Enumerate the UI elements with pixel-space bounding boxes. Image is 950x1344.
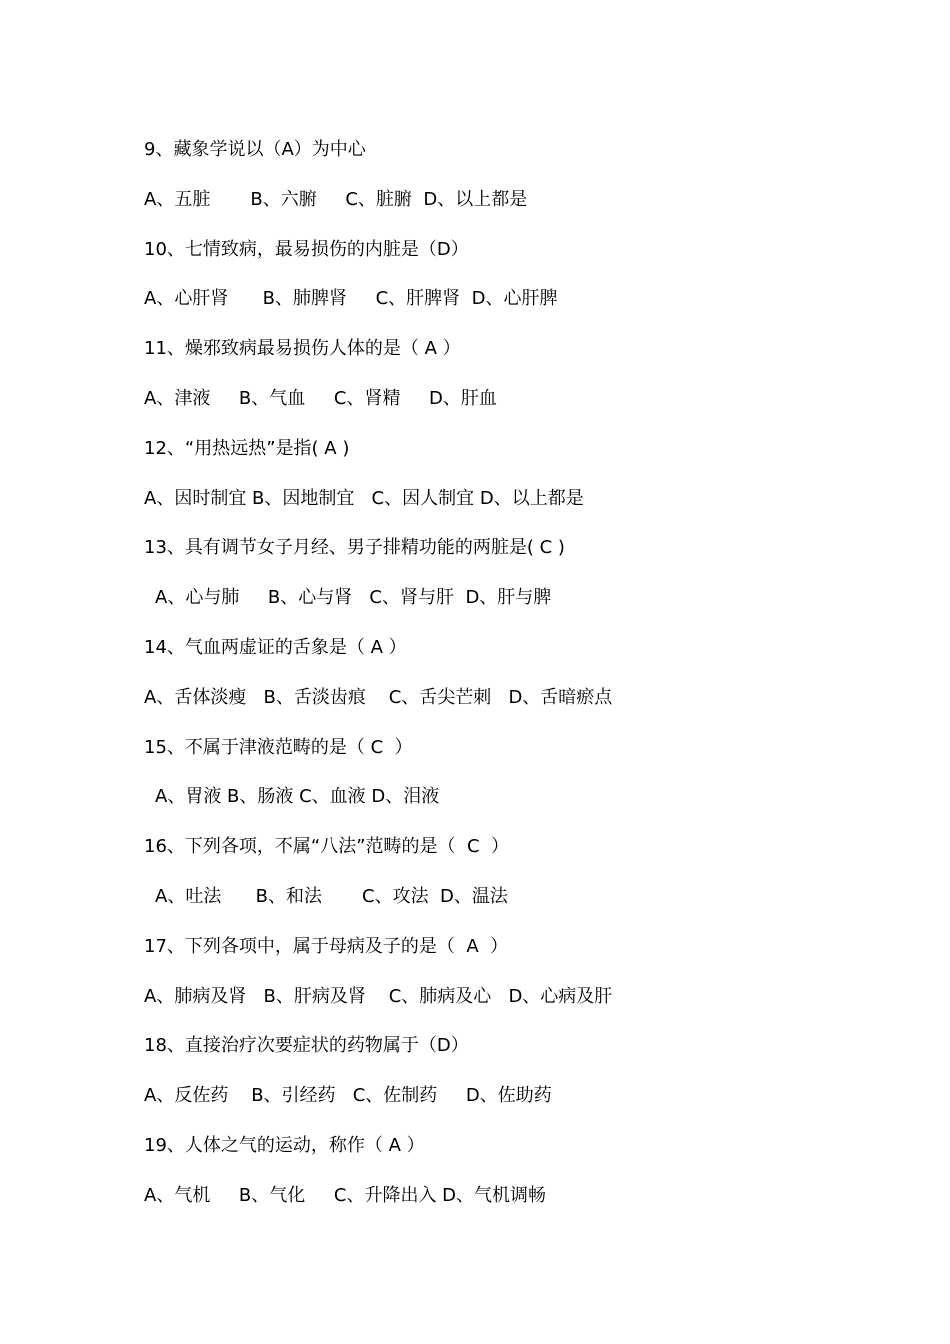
options-19: A、气机 B、气化 C、升降出入 D、气机调畅 (144, 1184, 547, 1206)
options-14: A、舌体淡瘦 B、舌淡齿痕 C、舌尖芒刺 D、舌暗瘀点 (144, 686, 613, 708)
question-15: 15、不属于津液范畴的是（ C ） (144, 736, 413, 758)
question-12: 12、“用热远热”是指( A ) (144, 437, 350, 459)
options-17: A、肺病及肾 B、肝病及肾 C、肺病及心 D、心病及肝 (144, 985, 613, 1007)
options-9: A、五脏 B、六腑 C、脏腑 D、以上都是 (144, 188, 528, 210)
question-11: 11、燥邪致病最易损伤人体的是（ A ） (144, 338, 461, 360)
question-14: 14、气血两虚证的舌象是（ A ） (144, 636, 407, 658)
options-15: A、胃液 B、肠液 C、血液 D、泪液 (155, 786, 440, 808)
question-9: 9、藏象学说以（A）为中心 (144, 139, 366, 160)
options-16: A、吐法 B、和法 C、攻法 D、温法 (155, 885, 508, 907)
options-13: A、心与肺 B、心与肾 C、肾与肝 D、肝与脾 (155, 587, 552, 609)
question-list (144, 134, 904, 1230)
options-10: A、心肝肾 B、肺脾肾 C、肝脾肾 D、心肝脾 (144, 288, 558, 310)
options-12: A、因时制宜 B、因地制宜 C、因人制宜 D、以上都是 (144, 487, 584, 509)
options-11: A、津液 B、气血 C、肾精 D、肝血 (144, 387, 497, 409)
question-18: 18、直接治疗次要症状的药物属于（D） (144, 1035, 469, 1057)
question-19: 19、人体之气的运动，称作（ A ） (144, 1134, 425, 1156)
question-16: 16、下列各项，不属“八法”范畴的是（ C ） (144, 836, 510, 858)
question-13: 13、具有调节女子月经、男子排精功能的两脏是( C ) (144, 537, 565, 559)
question-17: 17、下列各项中，属于母病及子的是（ A ） (144, 935, 509, 957)
options-18: A、反佐药 B、引经药 C、佐制药 D、佐助药 (144, 1085, 552, 1107)
question-10: 10、七情致病，最易损伤的内脏是（D） (144, 238, 469, 260)
